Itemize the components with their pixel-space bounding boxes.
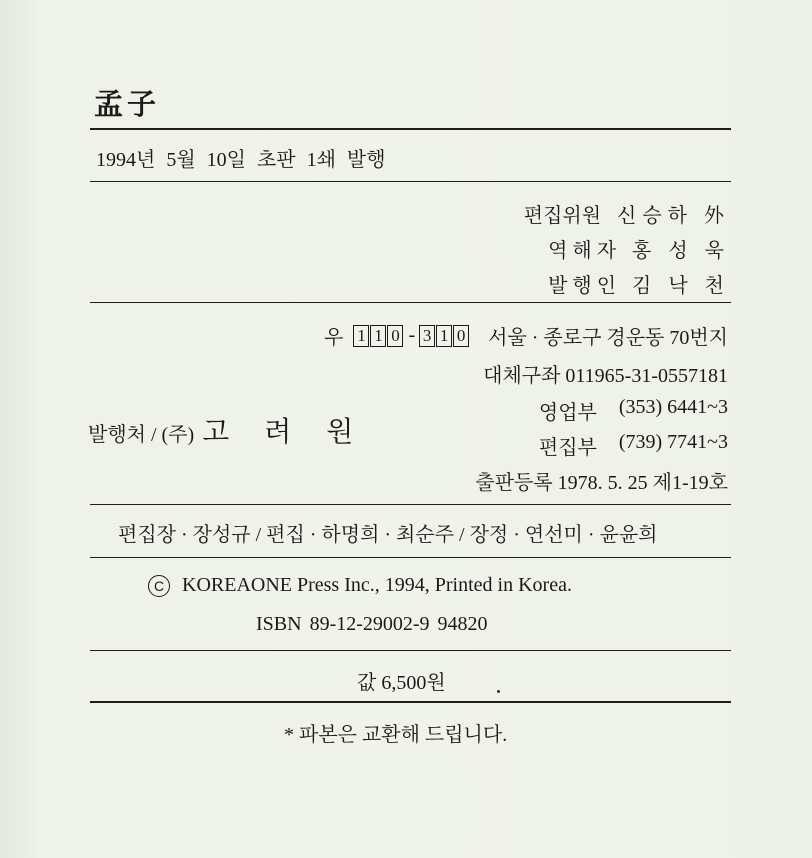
staff-name: 신승하 外	[617, 205, 730, 227]
registration-info: 출판등록 1978. 5. 25 제1-19호	[475, 472, 728, 494]
contact-label: 편집부	[538, 437, 597, 459]
divider-date	[90, 181, 731, 182]
isbn: ISBN 89-12-29002-9 94820	[256, 613, 488, 635]
copyright-line	[148, 574, 572, 597]
postal-address	[324, 321, 728, 350]
divider-staff	[90, 302, 731, 303]
publisher-label: 발행처 / (주)	[88, 424, 195, 446]
contact-editorial	[539, 431, 728, 460]
staff-row-publisher	[548, 269, 730, 298]
zip-digit: 1	[353, 325, 369, 347]
contact-phone: (353) 6441~3	[618, 396, 728, 418]
copyright-icon: C	[148, 575, 170, 597]
zip-dash: -	[408, 324, 416, 346]
publisher-block	[88, 410, 367, 450]
copyright-text: KOREAONE Press Inc., 1994, Printed in Korea.	[182, 574, 572, 596]
book-title: 孟子	[94, 89, 161, 121]
staff-name: 김 낙 천	[632, 275, 730, 297]
zip-label: 우	[324, 327, 344, 349]
zip-digit: 0	[453, 325, 469, 347]
divider-title	[90, 128, 731, 130]
publisher-name: 고 려 원	[202, 417, 368, 448]
staff-role: 편집위원	[523, 205, 602, 227]
contact-sales	[539, 396, 728, 425]
zip-digit: 0	[387, 325, 403, 347]
divider-price	[90, 701, 731, 703]
street-address: 서울 · 종로구 경운동 70번지	[488, 327, 728, 349]
credits-line: 편집장 · 장성규 / 편집 · 하명희 · 최순주 / 장정 · 연선미 · 윤윤희	[118, 524, 658, 546]
staff-role: 발 행 인	[548, 275, 617, 297]
staff-name: 홍 성 욱	[632, 240, 730, 262]
staff-row-translator	[548, 234, 730, 263]
zip-digit: 1	[370, 325, 386, 347]
publication-date: 1994년 5월 10일 초판 1쇄 발행	[96, 149, 386, 171]
exchange-notice: * 파본은 교환해 드립니다.	[284, 724, 508, 746]
paper-speck	[497, 690, 500, 693]
price: 값 6,500원	[357, 672, 446, 694]
contact-phone: (739) 7741~3	[618, 431, 728, 453]
zip-digit: 3	[419, 325, 435, 347]
divider-registration	[90, 504, 731, 505]
staff-row-editor	[524, 199, 730, 228]
zip-digit: 1	[436, 325, 452, 347]
giro-account: 대체구좌 011965-31-0557181	[483, 365, 728, 387]
staff-role: 역 해 자	[548, 240, 617, 262]
divider-credits	[90, 557, 731, 558]
divider-isbn	[90, 650, 731, 651]
contact-label: 영업부	[538, 402, 597, 424]
